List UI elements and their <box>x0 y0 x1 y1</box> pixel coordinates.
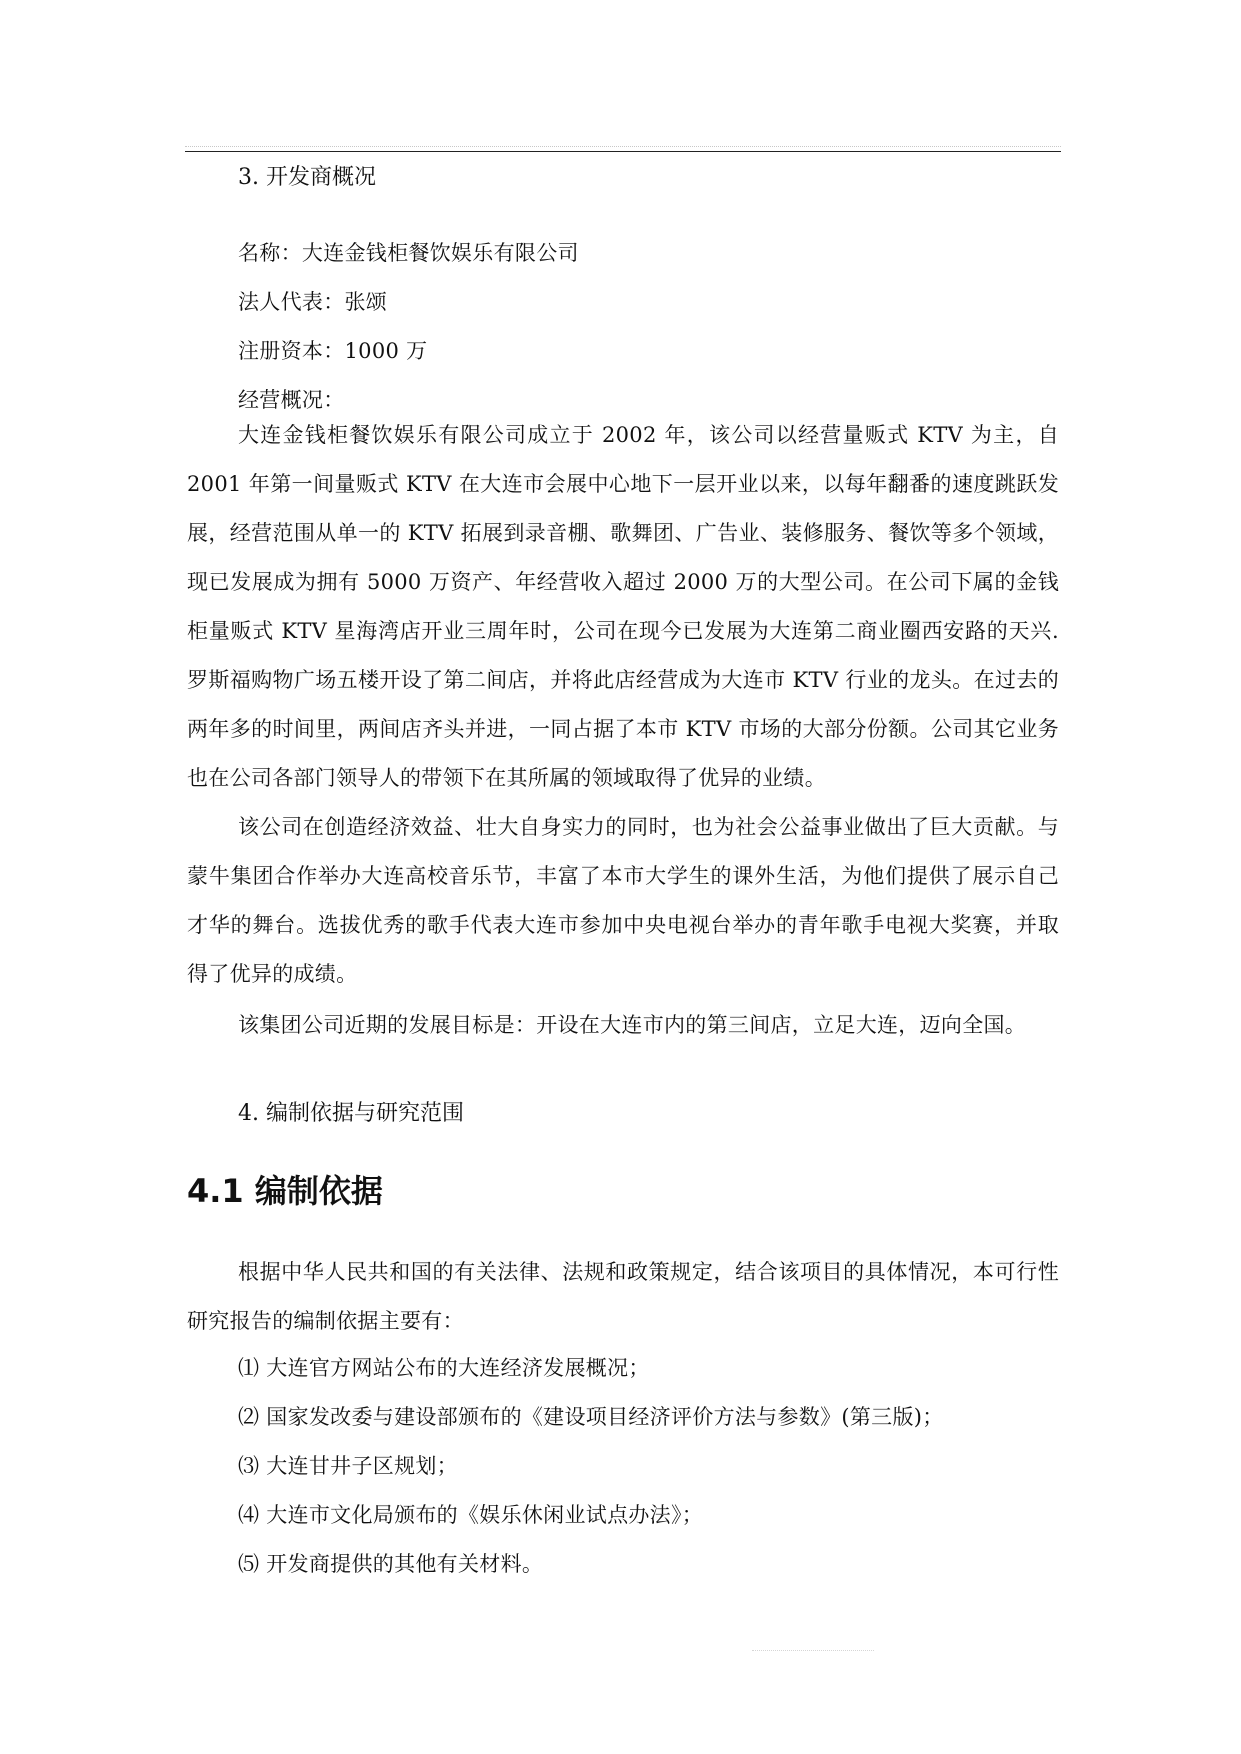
header-dotted-line <box>185 146 1061 147</box>
company-name-line: 名称：大连金钱柜餐饮娱乐有限公司 <box>238 241 579 265</box>
basis-list-item: ⑵ 国家发改委与建设部颁布的《建设项目经济评价方法与参数》(第三版)； <box>238 1405 944 1429</box>
basis-list-item: ⑴ 大连官方网站公布的大连经济发展概况； <box>238 1356 650 1380</box>
overview-paragraph-1: 大连金钱柜餐饮娱乐有限公司成立于 2002 年，该公司以经营量贩式 KTV 为主，自 2001 年第一间量贩式 KTV 在大连市会展中心地下一层开业以来，以每年翻番的速度跳跃发展，经营范围从单一的 KTV 拓展到录音棚、歌舞团、广告业、装修服务、餐饮等多个领域，现已发展成为拥有 5000 万资产、年经营收入超过 2000 万的大型公司。在公司下属的金钱柜量贩式 KTV 星海湾店开业三周年时，公司在现今已发展为大连第二商业圈西安路的天兴.罗斯福购物广场五楼开设了第二间店，并将此店经营成为大连市 KTV 行业的龙头。在过去的两年多的时间里，两间店齐头并进，一同占据了本市 KTV 市场的大部分份额。公司其它业务也在公司各部门领导人的带领下在其所属的领域取得了优异的业绩。 <box>187 423 1059 790</box>
basis-list-item: ⑶ 大连甘井子区规划； <box>238 1454 458 1478</box>
basis-list-item: ⑷ 大连市文化局颁布的《娱乐休闲业试点办法》； <box>238 1503 704 1527</box>
basis-list-item: ⑸ 开发商提供的其他有关材料。 <box>238 1552 544 1576</box>
header-rule <box>185 151 1061 152</box>
registered-capital-line: 注册资本：1000 万 <box>238 339 428 363</box>
section-4-title: 4. 编制依据与研究范围 <box>238 1101 464 1126</box>
overview-paragraph-2: 该公司在创造经济效益、壮大自身实力的同时，也为社会公益事业做出了巨大贡献。与蒙牛集团合作举办大连高校音乐节，丰富了本市大学生的课外生活，为他们提供了展示自己才华的舞台。选拔优秀的歌手代表大连市参加中央电视台举办的青年歌手电视大奖赛，并取得了优异的成绩。 <box>187 815 1059 986</box>
legal-representative-line: 法人代表：张颂 <box>238 290 388 314</box>
section-3-title: 3. 开发商概况 <box>238 165 376 190</box>
business-overview-label: 经营概况： <box>238 388 345 412</box>
basis-intro-paragraph: 根据中华人民共和国的有关法律、法规和政策规定，结合该项目的具体情况，本可行性研究报告的编制依据主要有： <box>187 1260 1059 1333</box>
footer-dotted-marks <box>752 1650 874 1651</box>
section-4-1-heading: 4.1 编制依据 <box>187 1172 383 1210</box>
overview-paragraph-3: 该集团公司近期的发展目标是：开设在大连市内的第三间店，立足大连，迈向全国。 <box>238 1013 1027 1037</box>
